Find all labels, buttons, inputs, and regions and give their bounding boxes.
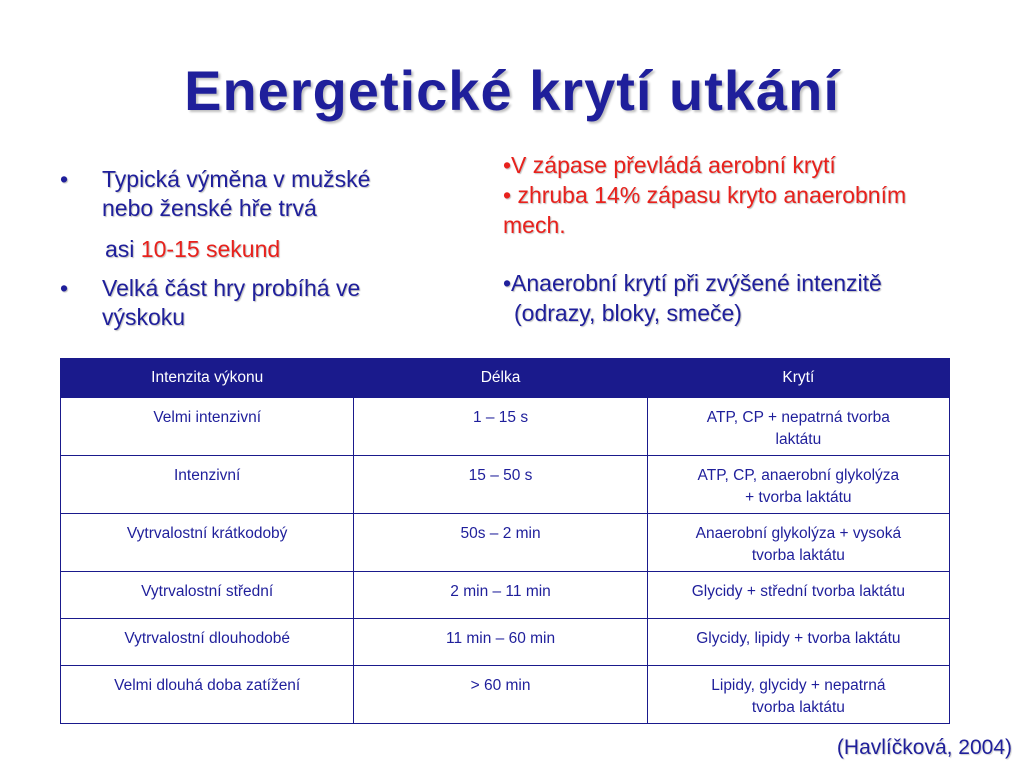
table-row — [61, 398, 950, 456]
header-intensity: Intenzita výkonu — [61, 359, 354, 398]
header-duration: Délka — [354, 359, 647, 398]
cell-intensity: Intenzivní — [61, 456, 354, 514]
cell-intensity: Vytrvalostní střední — [61, 572, 354, 619]
cell-duration: 11 min – 60 min — [354, 619, 647, 666]
left-bullet-list — [60, 165, 460, 332]
table-row — [61, 514, 950, 572]
bullet-2-line-1: Velká část hry probíhá ve — [102, 275, 361, 301]
cell-intensity: Vytrvalostní krátkodobý — [61, 514, 354, 572]
bullet-1-detail-highlight: 10-15 sekund — [140, 236, 281, 262]
bullet-item-1 — [60, 165, 460, 223]
cell-intensity: Vytrvalostní dlouhodobé — [61, 619, 354, 666]
header-energy-supply: Krytí — [647, 359, 949, 398]
right-note-3: •Anaerobní krytí při zvýšené intenzitě — [503, 270, 882, 296]
right-note-2-cont: mech. — [503, 212, 566, 238]
cell-energy-supply: ATP, CP, anaerobní glykolýza + tvorba laktátu — [647, 456, 949, 514]
cell-energy-supply: Glycidy, lipidy + tvorba laktátu — [647, 619, 949, 666]
bullet-1-detail — [60, 235, 460, 264]
table-row — [61, 572, 950, 619]
cell-energy-supply: ATP, CP + nepatrná tvorba laktátu — [647, 398, 949, 456]
slide-title: Energetické krytí utkání — [184, 59, 840, 122]
table-row — [61, 456, 950, 514]
energy-table — [60, 358, 950, 724]
cell-energy-supply: Anaerobní glykolýza + vysoká tvorba laktátu — [647, 514, 949, 572]
cell-energy-supply: Glycidy + střední tvorba laktátu — [647, 572, 949, 619]
bullet-2-line-2: výskoku — [102, 304, 186, 330]
bullet-marker: • — [60, 166, 69, 192]
bullet-1-detail-prefix: asi — [105, 236, 141, 262]
cell-duration: 15 – 50 s — [354, 456, 647, 514]
cell-duration: 2 min – 11 min — [354, 572, 647, 619]
bullet-marker: • — [60, 275, 69, 301]
cell-intensity: Velmi intenzivní — [61, 398, 354, 456]
cell-duration: > 60 min — [354, 666, 647, 724]
cell-intensity: Velmi dlouhá doba zatížení — [61, 666, 354, 724]
table-header-row — [61, 359, 950, 398]
right-note-2: • zhruba 14% zápasu kryto anaerobním — [503, 182, 907, 208]
citation: (Havlíčková, 2004) — [836, 736, 1012, 759]
cell-duration: 50s – 2 min — [354, 514, 647, 572]
bullet-item-2 — [60, 274, 460, 332]
bullet-1-line-1: Typická výměna v mužské — [102, 166, 371, 192]
bullet-1-line-2: nebo ženské hře trvá — [102, 195, 317, 221]
table-row — [61, 619, 950, 666]
table-row — [61, 666, 950, 724]
right-note-3-cont: (odrazy, bloky, smeče) — [514, 300, 742, 326]
right-note-1: •V zápase převládá aerobní krytí — [503, 152, 836, 178]
cell-duration: 1 – 15 s — [354, 398, 647, 456]
cell-energy-supply: Lipidy, glycidy + nepatrná tvorba laktátu — [647, 666, 949, 724]
right-notes — [503, 150, 1018, 328]
